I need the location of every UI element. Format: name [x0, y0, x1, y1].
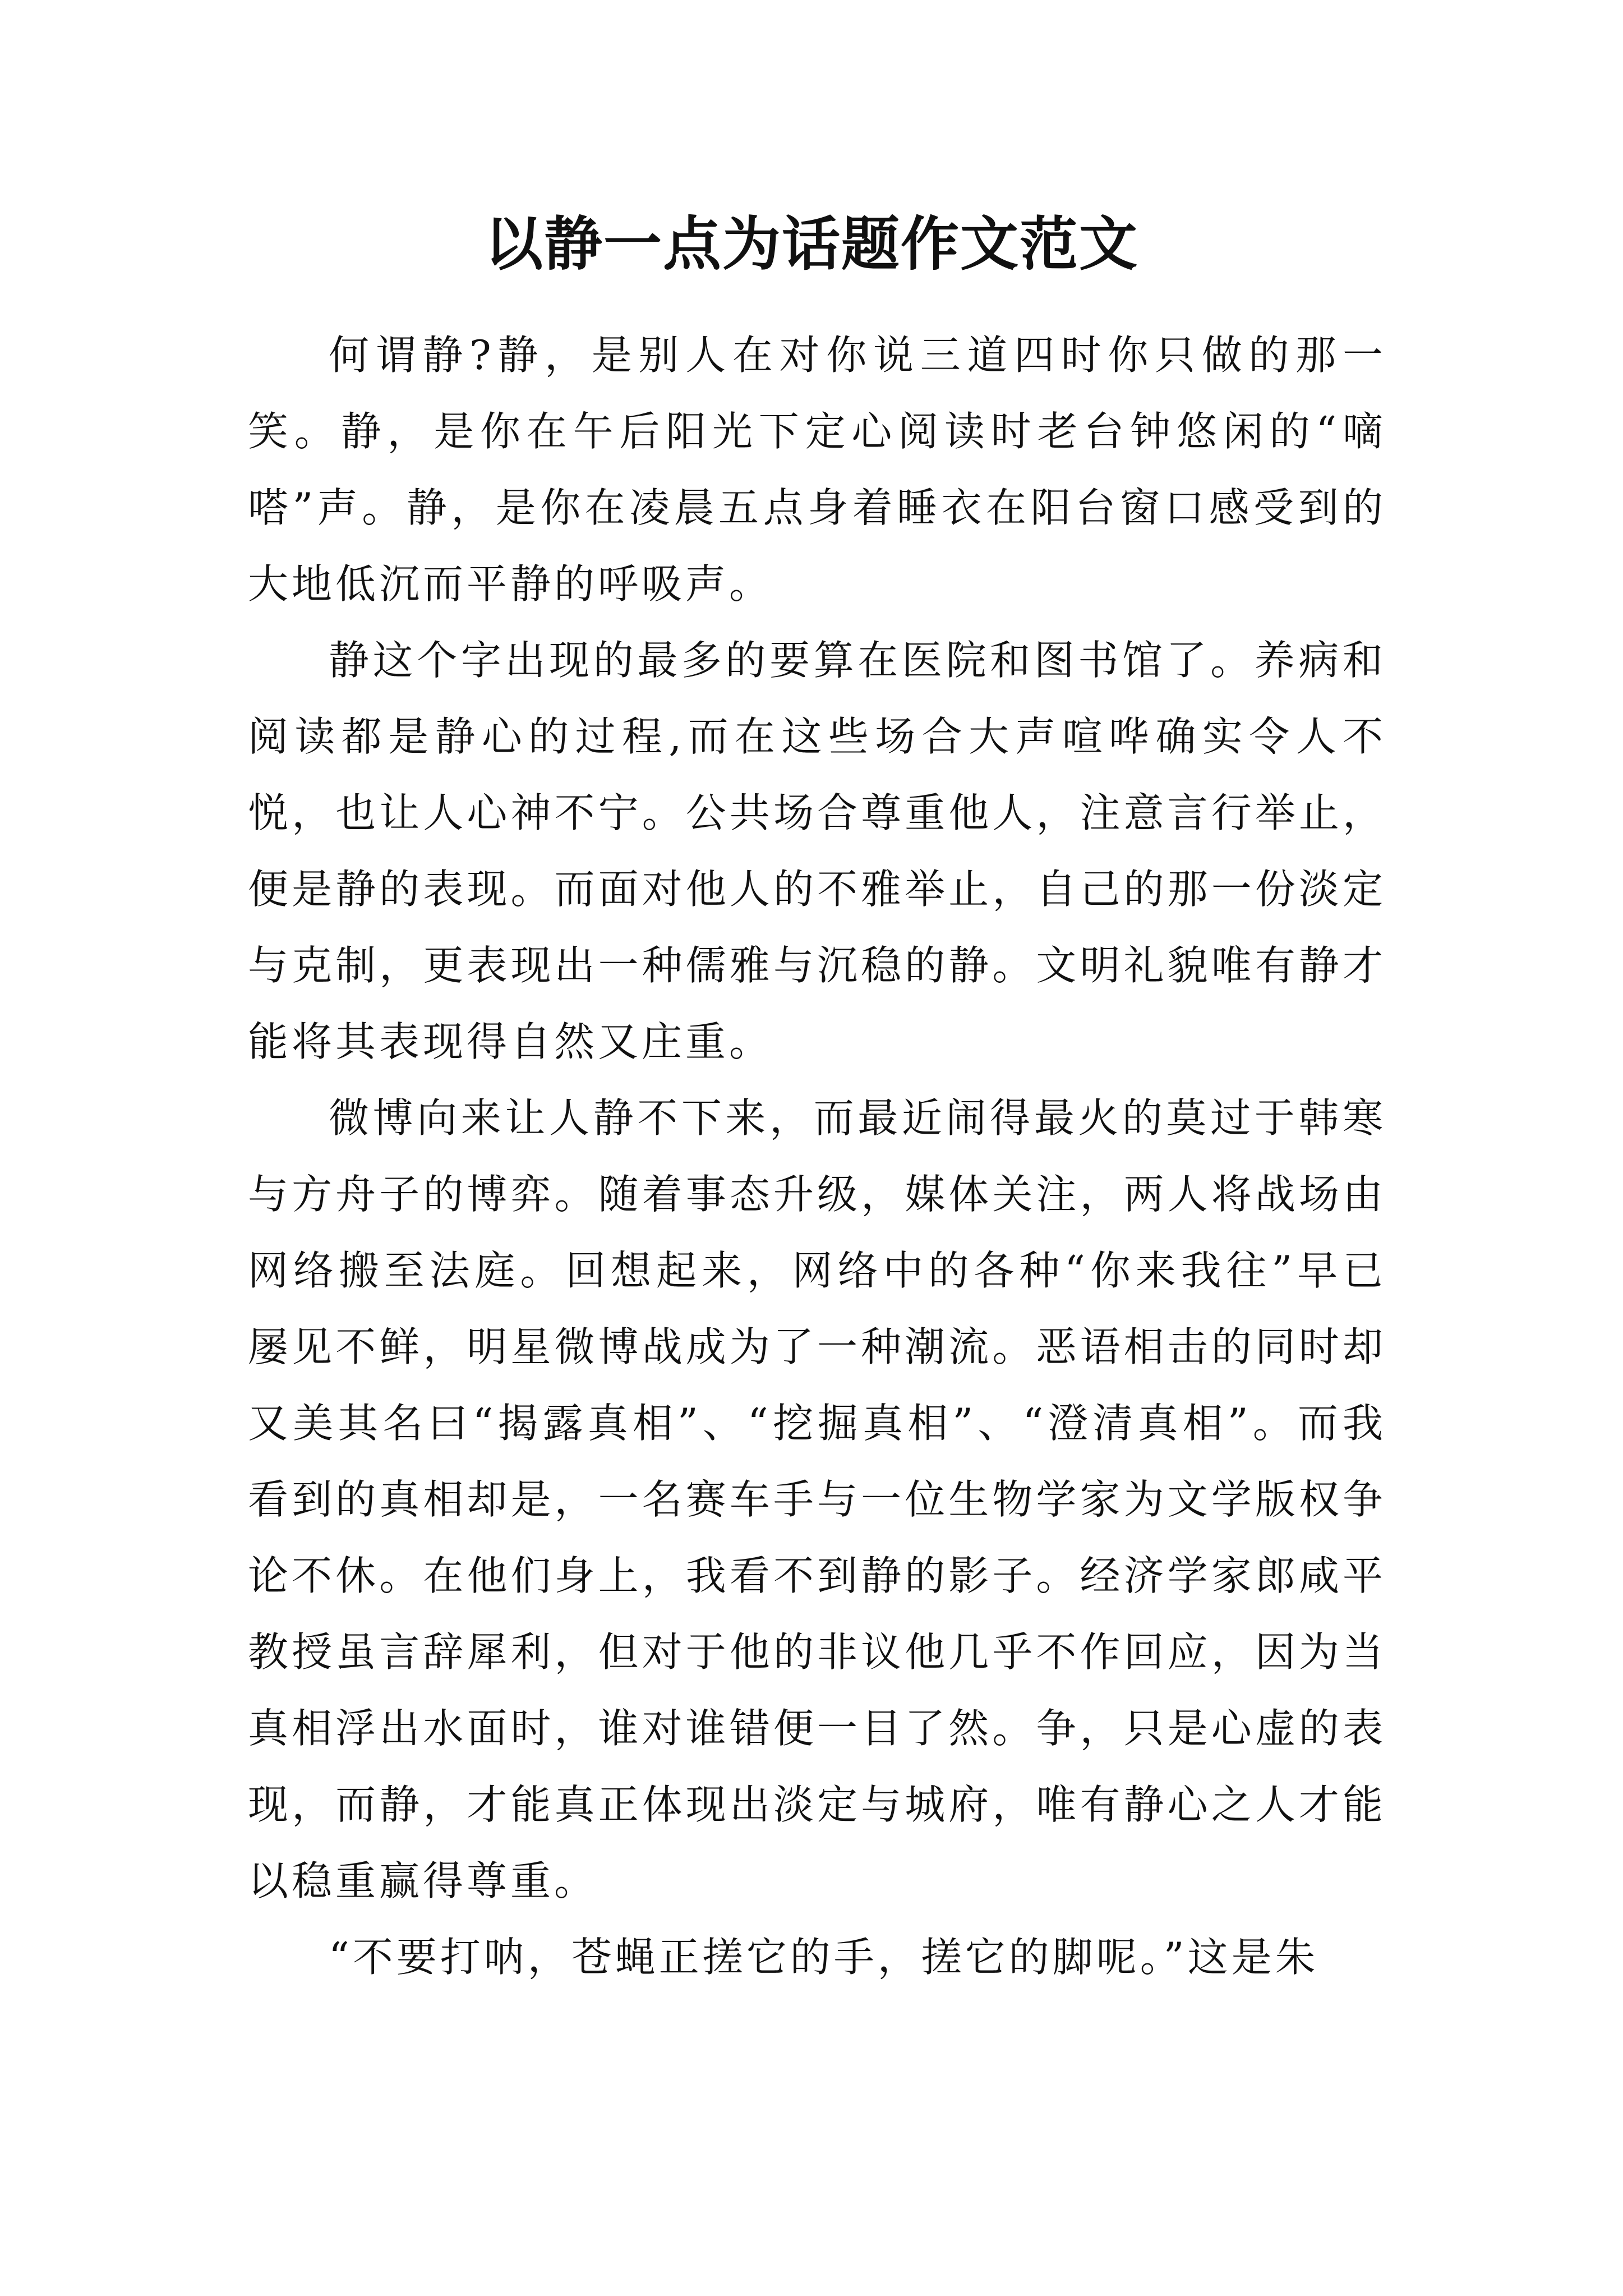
document-title: 以静一点为话题作文范文 — [484, 209, 1138, 278]
paragraph-3: 微博向来让人静不下来，而最近闹得最火的莫过于韩寒与方舟子的博弈。随着事态升级，媒体关注，两人将战场由网络搬至法庭。回想起来，网络中的各种“你来我往”早已屡见不鲜，明星微博战成为了一种潮流。恶语相击的同时却又美其名曰“揭露真相”、“挖掘真相”、“澄清真相”。而我看到的真相却是，一名赛车手与一位生物学家为文学版权争论不休。在他们身上，我看不到静的影子。经济学家郎咸平教授虽言辞犀利，但对于他的非议他几乎不作回应，因为当真相浮出水面时，谁对谁错便一目了然。争，只是心虚的表现，而静，才能真正体现出淡定与城府，唯有静心之人才能以稳重赢得尊重。 — [248, 1094, 1386, 1904]
paragraph-1: 何谓静?静，是别人在对你说三道四时你只做的那一笑。静，是你在午后阳光下定心阅读时老台钟悠闲的“嘀嗒”声。静，是你在凌晨五点身着睡衣在阳台窗口感受到的大地低沉而平静的呼吸声。 — [248, 332, 1386, 608]
paragraph-2: 静这个字出现的最多的要算在医院和图书馆了。养病和阅读都是静心的过程,而在这些场合大声喧哗确实令人不悦，也让人心神不宁。公共场合尊重他人，注意言行举止，便是静的表现。而面对他人的不雅举止，自己的那一份淡定与克制，更表现出一种儒雅与沉稳的静。文明礼貌唯有静才能将其表现得自然又庄重。 — [248, 637, 1386, 1065]
paragraph-4: “不要打呐，苍蝇正搓它的手，搓它的脚呢。”这是朱 — [329, 1934, 1319, 1981]
document-body — [248, 317, 1386, 1995]
